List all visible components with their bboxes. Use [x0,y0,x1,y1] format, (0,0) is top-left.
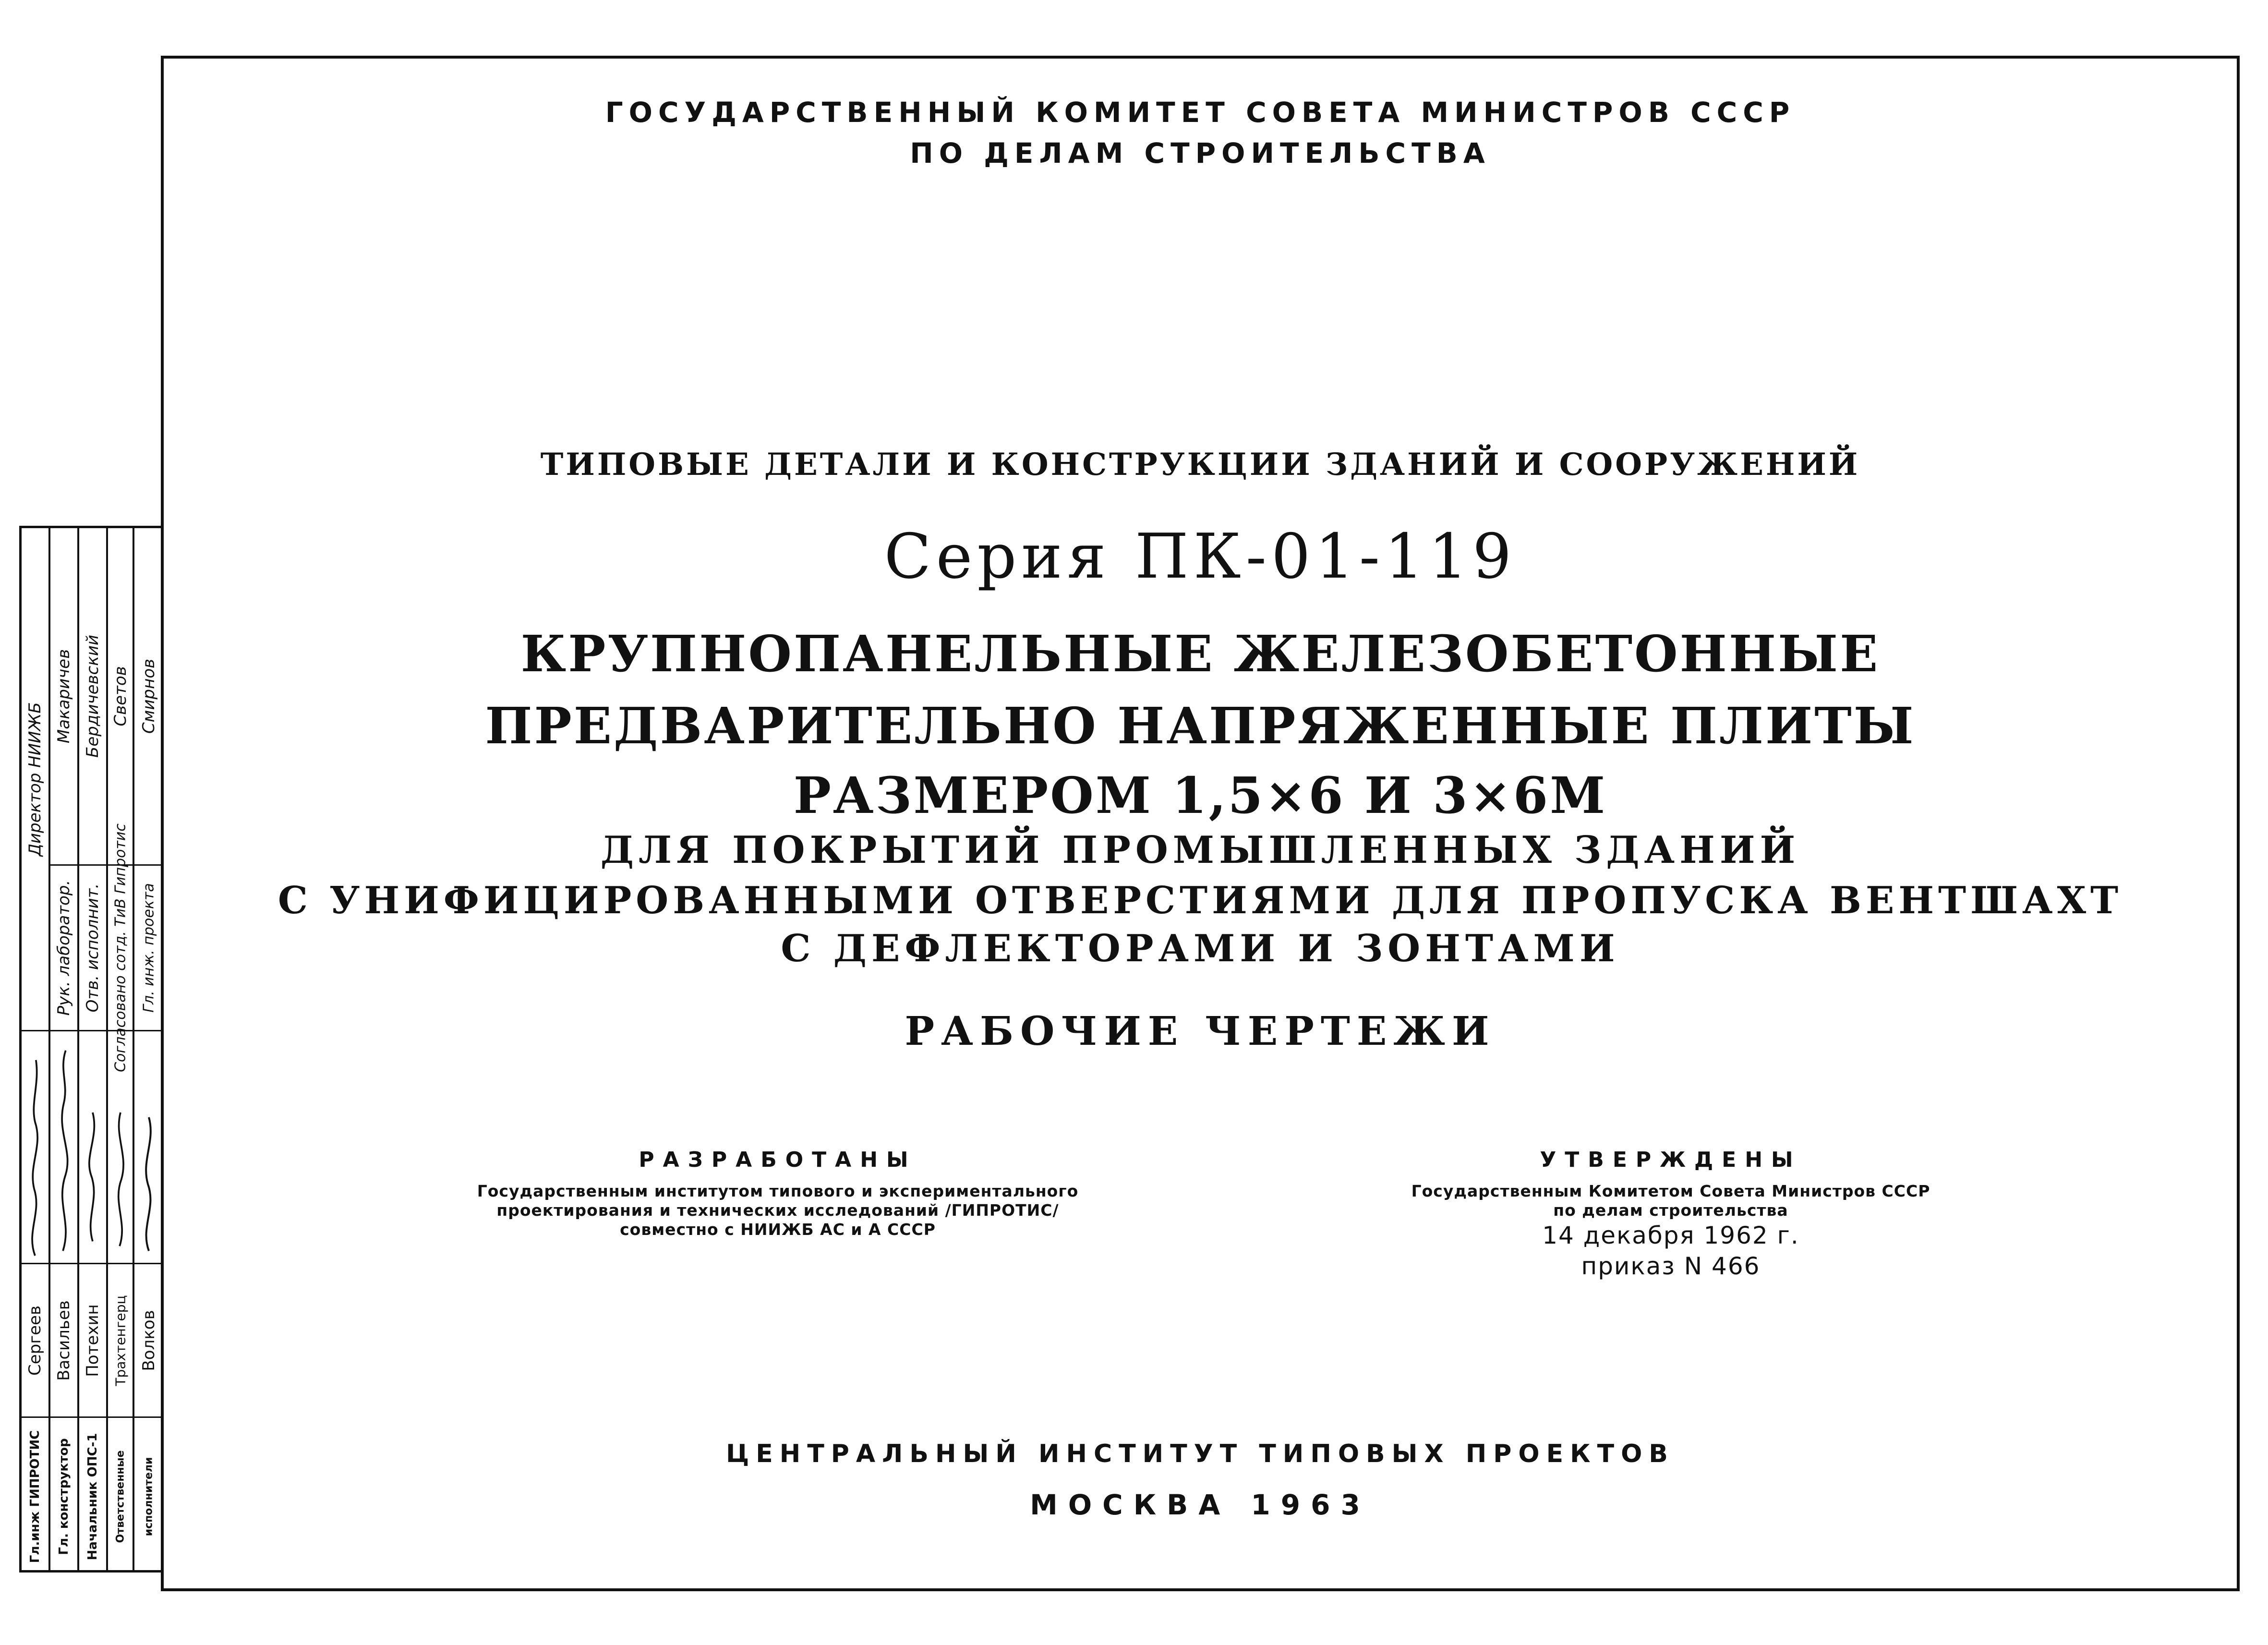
ministry-subtitle: ПО ДЕЛАМ СТРОИТЕЛЬСТВА [910,137,1491,169]
stamp-cell [79,1030,106,1263]
stamp-cell [108,823,133,1072]
approved-line-2: по делам строительства [1553,1201,1788,1220]
stamp-cell [79,1263,106,1416]
stamp-cell [108,1263,133,1416]
signature-mark [79,1031,106,1263]
stamp-role-responsible-executors: Ответственные [114,1450,126,1543]
stamp-cell [108,528,133,864]
stamp-cell [22,1416,48,1575]
signature-stamp [19,526,161,1572]
publisher-name: ЦЕНТРАЛЬНЫЙ ИНСТИТУТ ТИПОВЫХ ПРОЕКТОВ [726,1439,1675,1468]
stamp-name-svetov: Светов [110,666,130,726]
stamp-column-roles-a [22,528,50,1570]
stamp-name-makarichev: Макаричев [54,649,73,744]
stamp-role-agreed: Согласовано сотд. ТиВ Гипротис [112,823,129,1072]
stamp-cell [79,1416,106,1575]
stamp-name-volkov: Волков [139,1309,158,1371]
working-drawings-label: РАБОЧИЕ ЧЕРТЕЖИ [905,1008,1496,1054]
developed-line-3: совместно с НИИЖБ АС и А СССР [620,1220,936,1239]
approved-heading: УТВЕРЖДЕНЫ [1540,1148,1802,1172]
document-title-line-1: КРУПНОПАНЕЛЬНЫЕ ЖЕЛЕЗОБЕТОННЫЕ [520,624,1880,683]
signature-mark [50,1031,77,1263]
stamp-role-executors: исполнители [143,1457,155,1536]
stamp-role-lab-head: Рук. лаборатор. [54,880,73,1016]
stamp-cell [108,1416,133,1575]
document-title-line-6: С ДЕФЛЕКТОРАМИ И ЗОНТАМИ [781,927,1620,970]
signature-mark [134,1031,163,1263]
developed-heading: РАЗРАБОТАНЫ [639,1148,917,1172]
stamp-column-roles-e [134,528,163,1570]
stamp-cell [50,1263,77,1416]
stamp-cell [134,1263,163,1416]
publisher-city-year: МОСКВА 1963 [1030,1488,1371,1521]
signature-mark [22,1031,48,1263]
stamp-cell [22,1263,48,1416]
document-title-line-3: РАЗМЕРОМ 1,5×6 И 3×6М [793,766,1607,825]
stamp-cell [79,528,106,864]
stamp-cell [50,864,77,1030]
stamp-cell [134,864,163,1030]
developed-line-1: Государственным институтом типового и экспериментального [477,1182,1079,1200]
developed-line-2: проектирования и технических исследований /ГИПРОТИС/ [496,1201,1059,1220]
stamp-cell [22,528,48,1030]
stamp-role-director: Директор НИИЖБ [25,702,45,857]
stamp-name-potekhin: Потехин [83,1304,102,1377]
stamp-column-roles-d [108,528,134,1570]
stamp-name-smirnov: Смирнов [139,658,158,734]
document-title-line-4: ДЛЯ ПОКРЫТИЙ ПРОМЫШЛЕННЫХ ЗДАНИЙ [600,828,1800,872]
approval-date: 14 декабря 1962 г. [1542,1222,1799,1249]
stamp-cell [134,1030,163,1263]
stamp-role-chief-designer: Гл. конструктор [57,1438,71,1555]
approval-order: приказ N 466 [1581,1252,1761,1280]
stamp-role-chief-engineer: Гл.инж ГИПРОТИС [28,1430,42,1563]
ministry-title: ГОСУДАРСТВЕННЫЙ КОМИТЕТ СОВЕТА МИНИСТРОВ СССР [605,96,1796,129]
stamp-cell [108,1030,133,1263]
signature-mark [108,1031,133,1263]
stamp-name-vasiliev: Васильев [54,1300,73,1381]
stamp-cell [50,528,77,864]
stamp-cell [134,1416,163,1575]
stamp-cell [50,1416,77,1575]
stamp-role-responsible: Отв. исполнит. [83,883,102,1013]
stamp-cell [22,1030,48,1263]
stamp-role-department-head: Начальник ОПС-1 [85,1433,100,1560]
stamp-column-roles-b [50,528,79,1570]
stamp-cell [79,864,106,1030]
document-title-line-2: ПРЕДВАРИТЕЛЬНО НАПРЯЖЕННЫЕ ПЛИТЫ [485,696,1916,755]
developed-by-block [394,1148,1162,1239]
series-number: Серия ПК-01-119 [884,521,1517,593]
approved-by-block [1287,1148,2055,1282]
stamp-column-roles-c [79,528,108,1570]
stamp-role-chief-project-engineer: Гл. инж. проекта [140,883,157,1013]
stamp-cell [50,1030,77,1263]
stamp-cell [134,528,163,864]
collection-title: ТИПОВЫЕ ДЕТАЛИ И КОНСТРУКЦИИ ЗДАНИЙ И СООРУЖЕНИЙ [540,447,1860,483]
document-title-line-5: С УНИФИЦИРОВАННЫМИ ОТВЕРСТИЯМИ ДЛЯ ПРОПУСКА ВЕНТШАХТ [277,879,2123,922]
approved-line-1: Государственным Комитетом Совета Министров СССР [1411,1182,1930,1200]
stamp-name-berdichevsky: Бердичевский [83,635,102,758]
stamp-name-sergeev: Сергеев [25,1305,45,1376]
stamp-name-trakhtengerts: Трахтенгерц [112,1294,128,1386]
